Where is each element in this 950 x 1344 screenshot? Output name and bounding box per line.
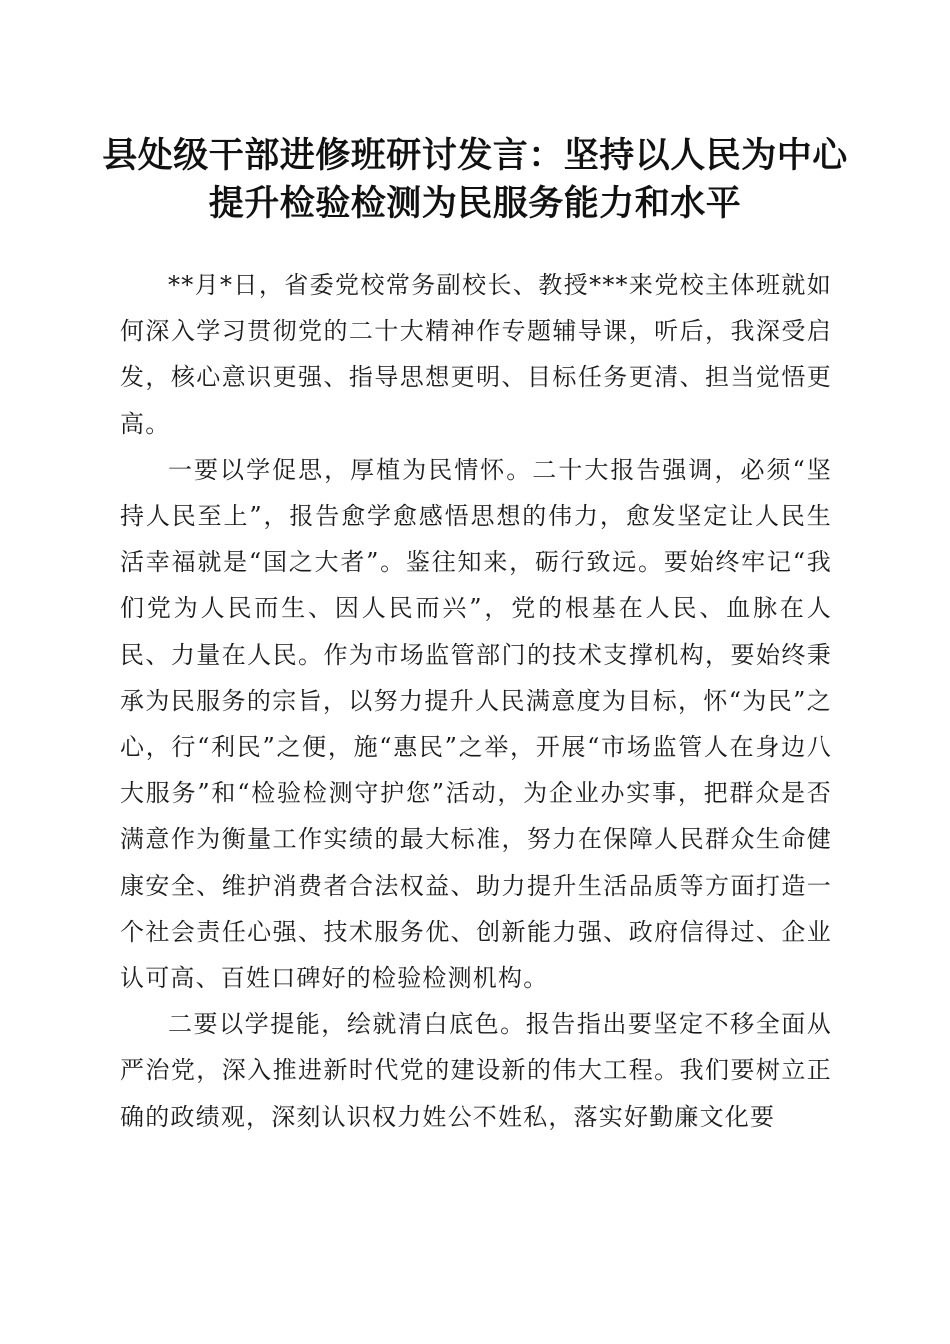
paragraph: 一要以学促思，厚植为民情怀。二十大报告强调，必须“坚持人民至上”，报告愈学愈感悟思想的伟力，愈发坚定让人民生活幸福就是“国之大者”。鉴往知来，砺行致远。要始终牢记“我们党为人民而生、因人民而兴”，党的根基在人民、血脉在人民、力量在人民。作为市场监管部门的技术支撑机构，要始终秉承为民服务的宗旨，以努力提升人民满意度为目标，怀“为民”之心，行“利民”之便，施“惠民”之举，开展“市场监管人在身边八大服务”和“检验检测守护您”活动，为企业办实事，把群众是否满意作为衡量工作实绩的最大标准，努力在保障人民群众生命健康安全、维护消费者合法权益、助力提升生活品质等方面打造一个社会责任心强、技术服务优、创新能力强、政府信得过、企业认可高、百姓口碑好的检验检测机构。 [120, 455, 832, 993]
paragraph: 二要以学提能，绘就清白底色。报告指出要坚定不移全面从严治党，深入推进新时代党的建设新的伟大工程。我们要树立正确的政绩观，深刻认识权力姓公不姓私，落实好勤廉文化要 [120, 1010, 832, 1131]
document-body [120, 262, 832, 1140]
document-title: 县处级干部进修班研讨发言：坚持以人民为中心提升检验检测为民服务能力和水平 [102, 135, 848, 224]
paragraph: **月*日，省委党校常务副校长、教授***来党校主体班就如何深入学习贯彻党的二十大精神作专题辅导课，听后，我深受启发，核心意识更强、指导思想更明、目标任务更清、担当觉悟更高。 [120, 271, 832, 438]
